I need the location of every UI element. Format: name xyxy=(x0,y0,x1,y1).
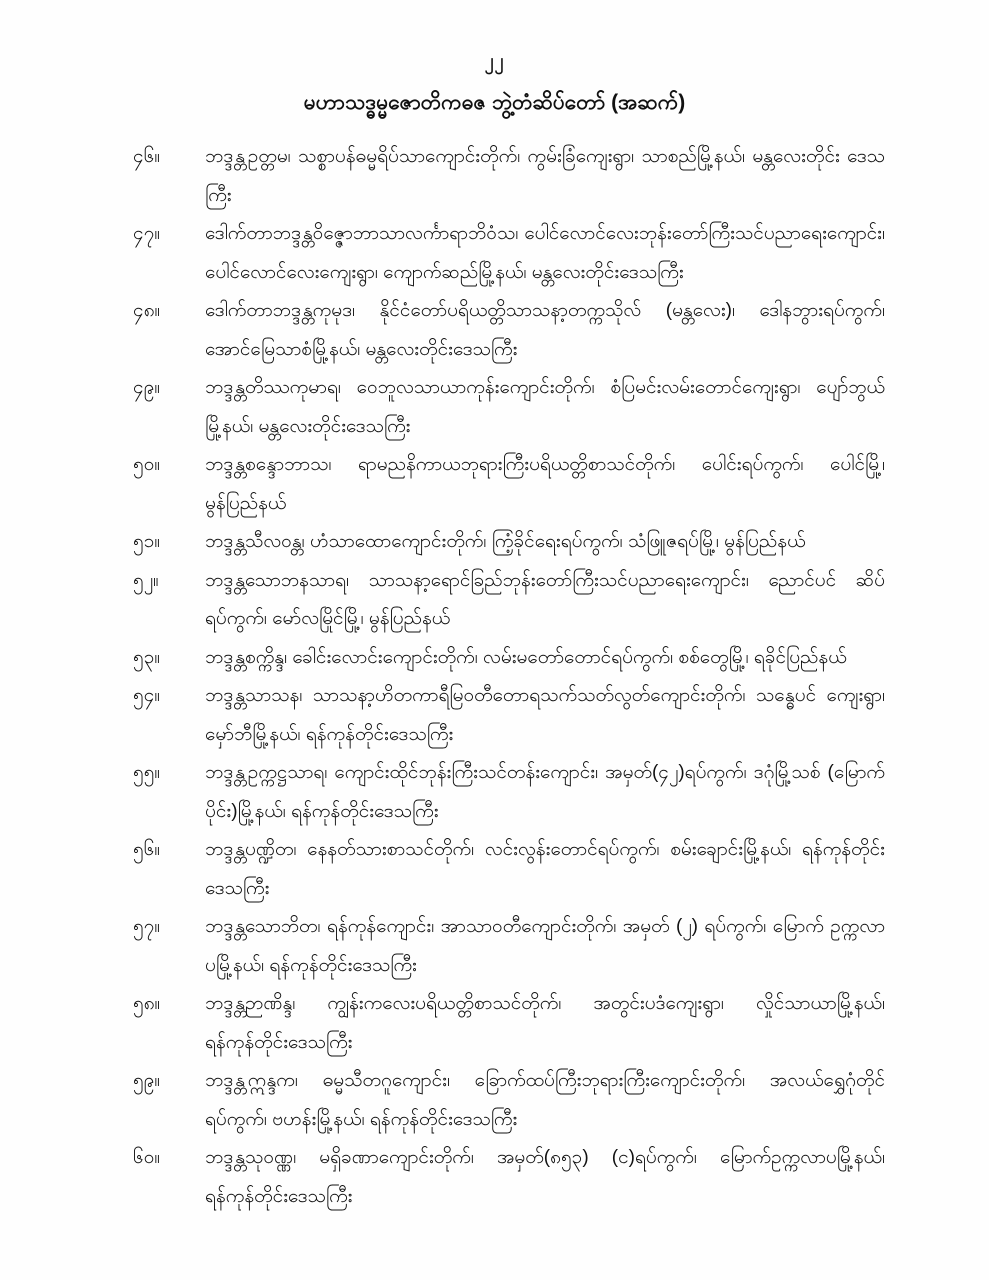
page-number: ၂၂ xyxy=(484,50,505,70)
entry-row xyxy=(133,292,885,369)
entry-row xyxy=(133,677,885,754)
page-title: မဟာသဒ္ဓမ္မဇောတိကဓဇ ဘွဲ့တံဆိပ်တော် (အဆက်) xyxy=(303,91,686,114)
entry-text: ဘဒ္ဒန္တသီလဝန္တ၊ ဟံသာထောကျောင်းတိုက်၊ ကြံ့ခိုင်ရေးရပ်ကွက်၊ သံဖြူဇရပ်မြို့၊ မွန်ပြည်နယ် xyxy=(205,531,806,552)
entry-row xyxy=(133,1062,885,1139)
entry-number: ၄၇။ xyxy=(133,223,161,244)
entry-list xyxy=(133,138,885,1216)
entry-number: ၄၈။ xyxy=(133,300,161,321)
entry-number: ၅၈။ xyxy=(133,993,161,1014)
entry-row xyxy=(133,369,885,446)
entry-number: ၅၆။ xyxy=(133,839,161,860)
entry-number: ၄၆။ xyxy=(133,146,161,167)
entry-number: ၅၅။ xyxy=(133,762,161,783)
entry-text: ဘဒ္ဒန္တဥတ္တမ၊ သစ္စာပန်ဓမ္မရိပ်သာကျောင်းတိုက်၊ ကွမ်းခြံကျေးရွာ၊ သာစည်မြို့နယ်၊ မန္တလေးတိုင်း ဒေသကြီး xyxy=(205,146,885,206)
entry-row xyxy=(133,562,885,639)
entry-text: ဘဒ္ဒန္တဥက္ကဋ္ဌသာရ၊ ကျောင်းထိုင်ဘုန်းကြီးသင်တန်းကျောင်း၊ အမှတ်(၄၂)ရပ်ကွက်၊ ဒဂုံမြို့သစ် (မြောက်ပိုင်း)မြို့နယ်၊ ရန်ကုန်တိုင်းဒေသကြီး xyxy=(205,762,885,822)
entry-row xyxy=(133,215,885,292)
entry-text: ဒေါက်တာဘဒ္ဒန္တကုမုဒ၊ နိုင်ငံတော်ပရိယတ္တိသာသနာ့တက္ကသိုလ် (မန္တလေး)၊ ဒေါနဘွားရပ်ကွက်၊ အောင်မြေသာစံမြို့နယ်၊ မန္တလေးတိုင်းဒေသကြီး xyxy=(205,300,885,360)
entry-text: ဘဒ္ဒန္တသောဘနသာရ၊ သာသနာ့ရောင်ခြည်ဘုန်းတော်ကြီးသင်ပညာရေးကျောင်း၊ ညောင်ပင် ဆိပ်ရပ်ကွက်၊ မော်လမြိုင်မြို့၊ မွန်ပြည်နယ် xyxy=(205,569,885,629)
entry-row xyxy=(133,639,885,678)
entry-number: ၅၂။ xyxy=(133,569,159,591)
entry-number: ၅၄။ xyxy=(133,685,161,706)
entry-row xyxy=(133,831,885,908)
entry-text: ဘဒ္ဒန္တတိဿကုမာရ၊ ဝေဘူလသာယာကုန်းကျောင်းတိုက်၊ စံပြမင်းလမ်းတောင်ကျေးရွာ၊ ပျော်ဘွယ်မြို့နယ်၊ မန္တလေးတိုင်းဒေသကြီး xyxy=(205,377,885,437)
entry-row xyxy=(133,985,885,1062)
entry-row xyxy=(133,523,885,562)
entry-number: ၅၉။ xyxy=(133,1070,161,1091)
entry-text: ဘဒ္ဒန္တပဏ္ဍိတ၊ နေနတ်သားစာသင်တိုက်၊ လင်းလွန်းတောင်ရပ်ကွက်၊ စမ်းချောင်းမြို့နယ်၊ ရန်ကုန်တိုင်းဒေသကြီး xyxy=(205,839,885,899)
entry-text: ဘဒ္ဒန္တဣန္ဒက၊ ဓမ္မသီတဂူကျောင်း၊ ခြောက်ထပ်ကြီးဘုရားကြီးကျောင်းတိုက်၊ အလယ်ရွှေဂုံတိုင် ရပ်ကွက်၊ ဗဟန်းမြို့နယ်၊ ရန်ကုန်တိုင်းဒေသကြီး xyxy=(205,1070,885,1130)
entry-number: ၅၁။ xyxy=(133,531,161,552)
entry-text: ဒေါက်တာဘဒ္ဒန္တဝိဇ္ဇောဘာသာလင်္ကာရာဘိဝံသ၊ ပေါင်လောင်လေးဘုန်းတော်ကြီးသင်ပညာရေးကျောင်း၊ ပေါင်လောင်လေးကျေးရွာ၊ ကျောက်ဆည်မြို့နယ်၊ မန္တလေးတိုင်းဒေသကြီး xyxy=(205,223,885,283)
entry-row xyxy=(133,1139,885,1216)
entry-text: ဘဒ္ဒန္တစန္ဒောဘာသ၊ ရာမညနိကာယဘုရားကြီးပရိယတ္တိစာသင်တိုက်၊ ပေါင်းရပ်ကွက်၊ ပေါင်မြို့၊ မွန်ပြည်နယ် xyxy=(205,454,885,514)
entry-row xyxy=(133,446,885,523)
entry-text: ဘဒ္ဒန္တစက္ကိန္ဒ၊ ခေါင်းလောင်းကျောင်းတိုက်၊ လမ်းမတော်တောင်ရပ်ကွက်၊ စစ်တွေမြို့၊ ရခိုင်ပြည်နယ် xyxy=(205,646,847,668)
entry-text: ဘဒ္ဒန္တသောဘိတ၊ ရန်ကုန်ကျောင်း၊ အာသာဝတီကျောင်းတိုက်၊ အမှတ် (၂) ရပ်ကွက်၊ မြောက် ဥက္ကလာပမြို့နယ်၊ ရန်ကုန်တိုင်းဒေသကြီး xyxy=(205,916,885,976)
entry-row xyxy=(133,138,885,215)
entry-row xyxy=(133,908,885,985)
entry-number: ၄၉။ xyxy=(133,377,161,398)
entry-number: ၅၀။ xyxy=(133,454,161,475)
entry-number: ၆၀။ xyxy=(133,1147,161,1168)
entry-text: ဘဒ္ဒန္တဉာဏိန္ဒ၊ ကျွန်းကလေးပရိယတ္တိစာသင်တိုက်၊ အတွင်းပဒံကျေးရွာ၊ လှိုင်သာယာမြို့နယ်၊ ရန်ကုန်တိုင်းဒေသကြီး xyxy=(205,993,885,1053)
entry-number: ၅၇။ xyxy=(133,916,161,937)
entry-row xyxy=(133,754,885,831)
entry-text: ဘဒ္ဒန္တသာသန၊ သာသနာ့ဟိတကာရီမြဝတီတောရသက်သတ်လွတ်ကျောင်းတိုက်၊ သန္ဓေပင် ကျေးရွာ၊ မှော်ဘီမြို့နယ်၊ ရန်ကုန်တိုင်းဒေသကြီး xyxy=(205,685,885,745)
entry-text: ဘဒ္ဒန္တသုဝဏ္ဏ၊ မရှိခဏာကျောင်းတိုက်၊ အမှတ်(၈၅၃) (င)ရပ်ကွက်၊ မြောက်ဥက္ကလာပမြို့နယ်၊ ရန်ကုန်တိုင်းဒေသကြီး xyxy=(205,1147,885,1207)
entry-number: ၅၃။ xyxy=(133,646,161,668)
